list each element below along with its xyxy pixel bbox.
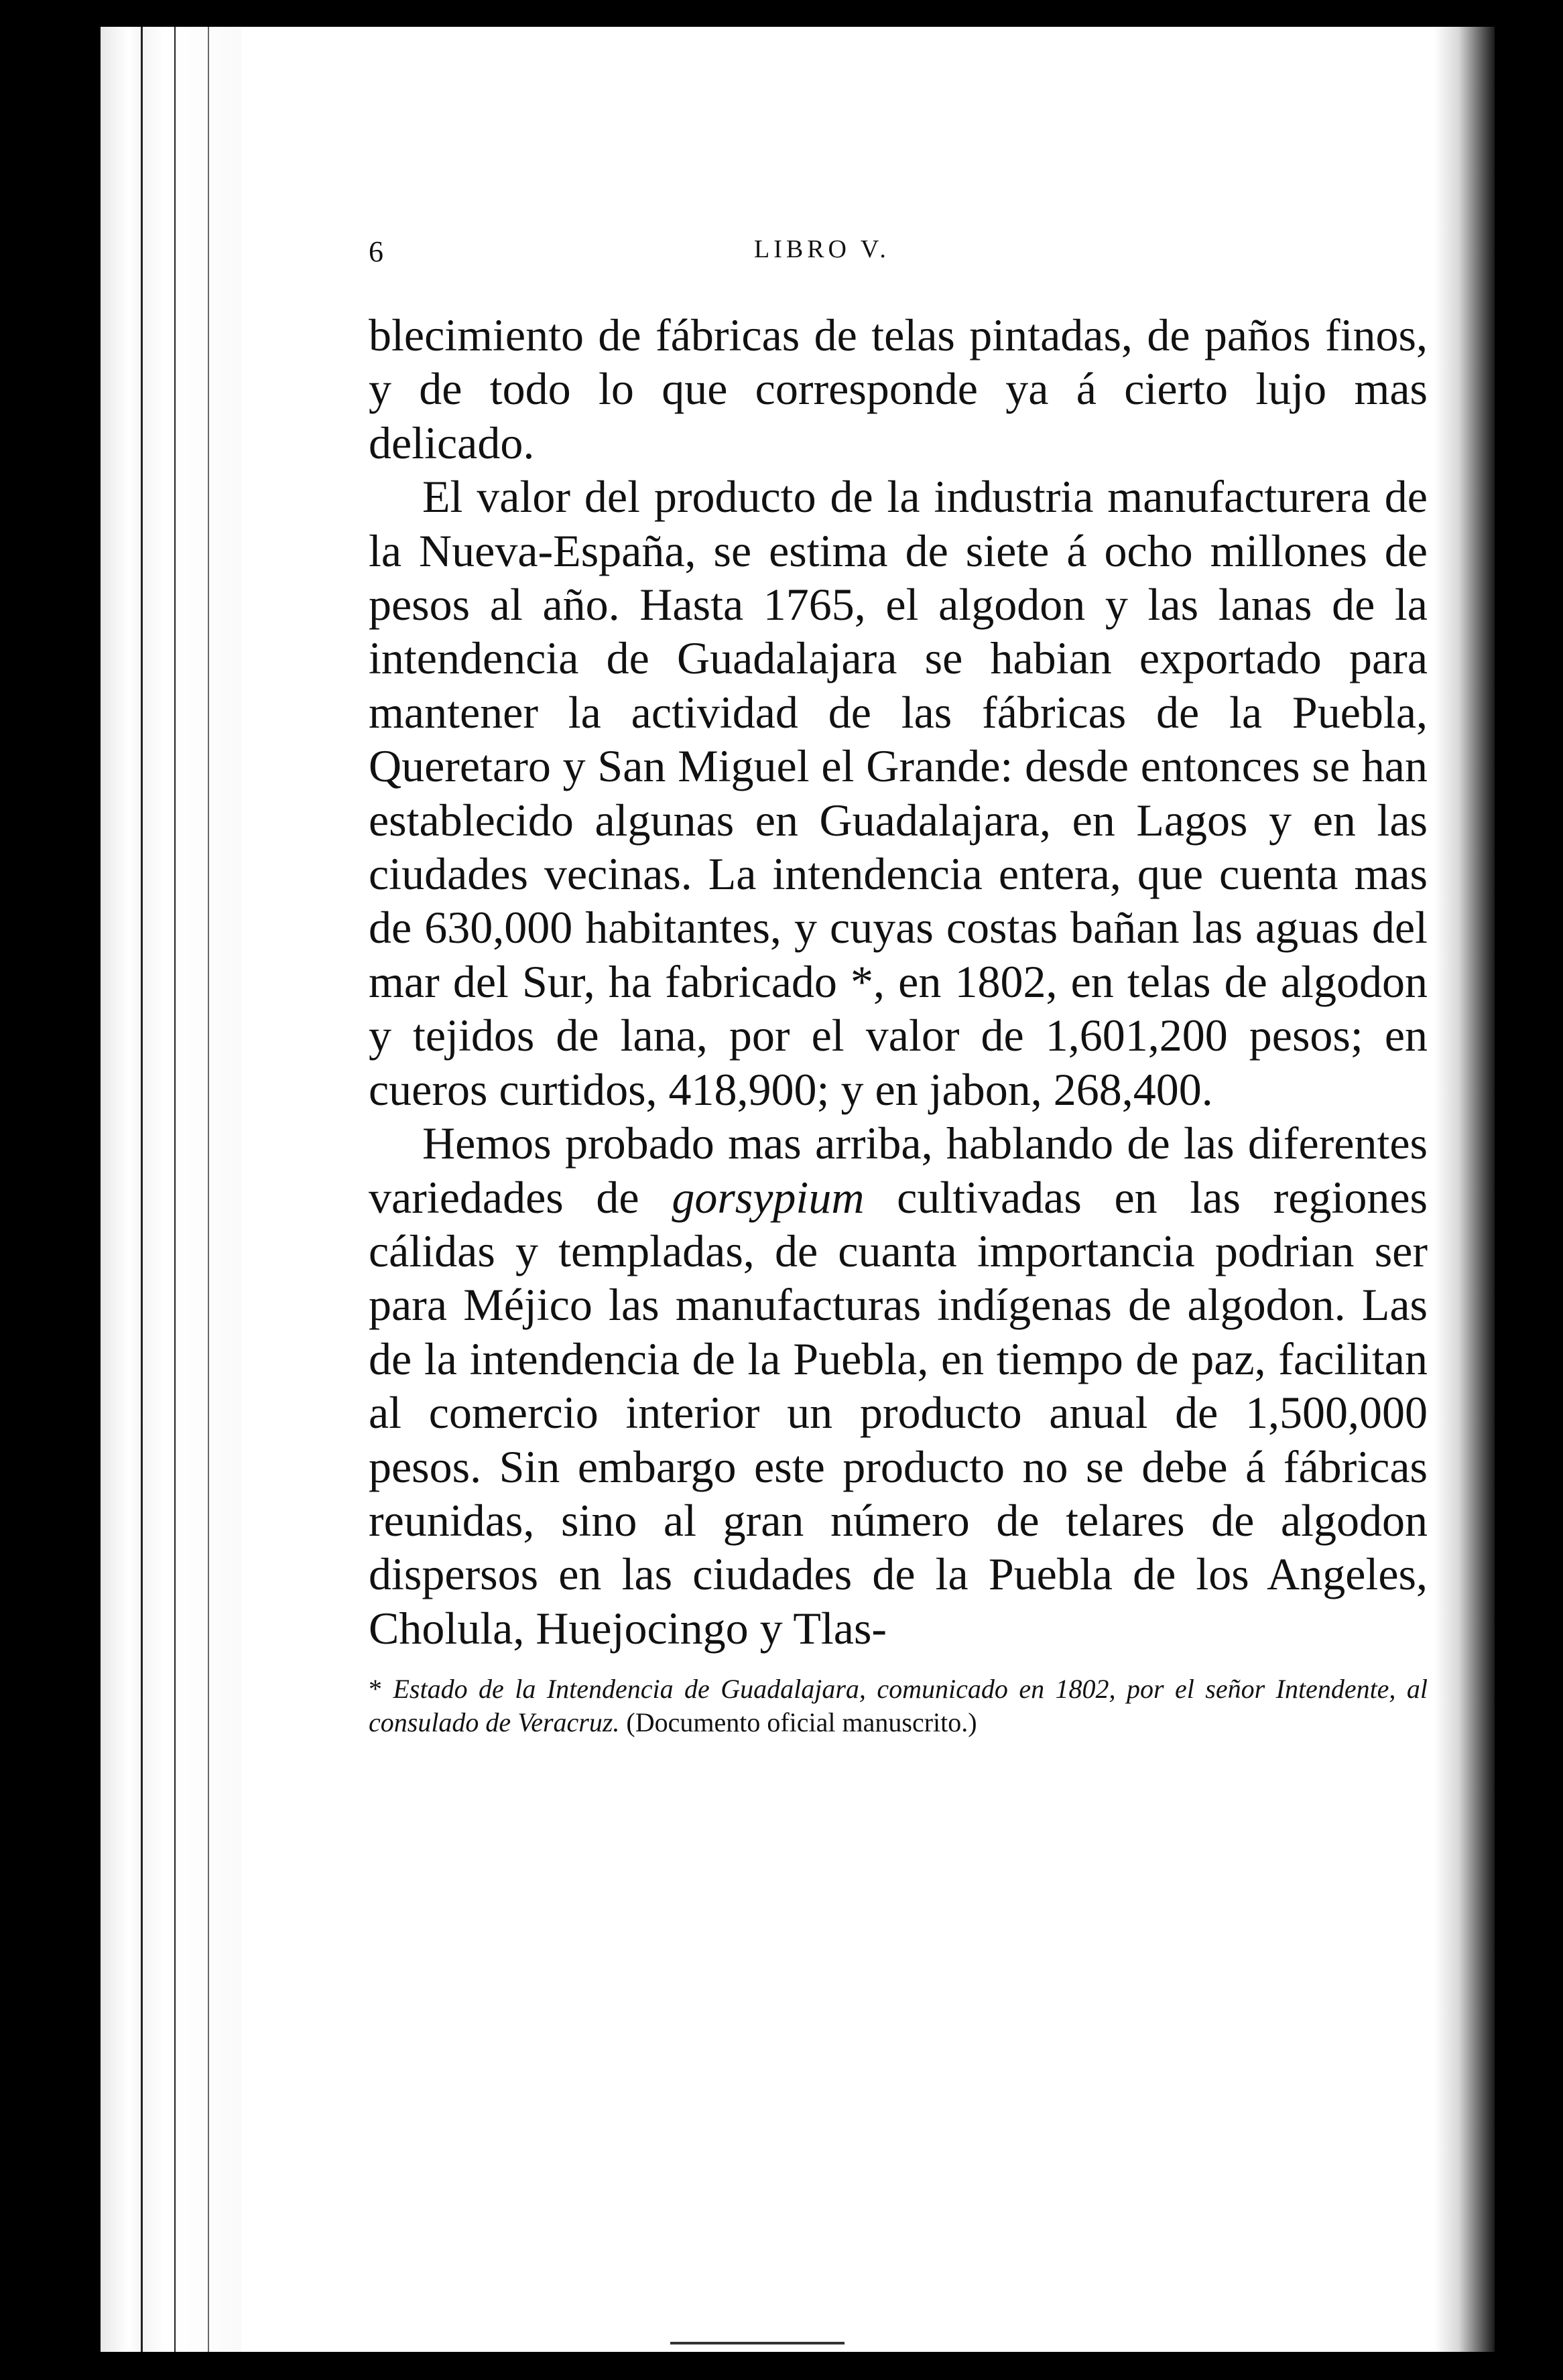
page-number: 6 xyxy=(369,235,383,268)
paragraph-text: Hemos probado mas arriba, hablando de las diferentes variedades de xyxy=(369,1118,1428,1223)
footnote-italic-text: Estado de la Intendencia de Guadalajara, comunicado en 1802, por el señor Intendente, al consulado de Veracruz. xyxy=(369,1674,1428,1738)
page-content xyxy=(369,214,1428,1766)
footnote-marker: * xyxy=(369,1674,382,1705)
italic-term: gorsypium xyxy=(672,1171,865,1223)
running-head: LIBRO V. xyxy=(754,235,890,263)
page-binding-gutter xyxy=(101,27,241,2352)
scan-artifact xyxy=(670,2342,845,2344)
body-paragraph xyxy=(369,1116,1428,1655)
body-paragraph: El valor del producto de la industria manufacturera de la Nueva-España, se estima de siete á ocho millones de pesos al año. Hasta 1765, el algodon y las lanas de la intendencia de Guadalajara se habian exportado para mantener la actividad de las fábricas de la Puebla, Queretaro y San Miguel el Grande: desde entonces se han establecido algunas en Guadalajara, en Lagos y en las ciudades vecinas. La intendencia entera, que cuenta mas de 630,000 habitantes, y cuyas costas bañan las aguas del mar del Sur, ha fabricado *, en 1802, en telas de algodon y tejidos de lana, por el valor de 1,601,200 pesos; en cueros curtidos, 418,900; y en jabon, 268,400. xyxy=(369,471,1428,1115)
gutter-line xyxy=(141,27,143,2352)
gutter-line xyxy=(174,27,176,2352)
body-paragraph: blecimiento de fábricas de telas pintadas, de paños finos, y de todo lo que corresponde ya á cierto lujo mas delicado. xyxy=(369,310,1428,468)
gutter-line xyxy=(208,27,209,2352)
footnote xyxy=(369,1672,1428,1739)
page-right-edge xyxy=(1434,27,1495,2352)
page-header xyxy=(369,214,1428,308)
paragraph-text: cultivadas en las regiones cálidas y templadas, de cuanta importancia podrian ser para Méjico las manufacturas indígenas de algodon. Las de la intendencia de la Puebla, en tiempo de paz, facilitan al comercio interior un producto anual de 1,500,000 pesos. Sin embargo este producto no se debe á fábricas reunidas, sino al gran número de telares de algodon dispersos en las ciudades de la Puebla de los Angeles, Cholula, Huejocingo y Tlas- xyxy=(369,1171,1428,1654)
book-page xyxy=(101,27,1495,2352)
footnote-roman-text: (Documento oficial manuscrito.) xyxy=(626,1707,977,1738)
